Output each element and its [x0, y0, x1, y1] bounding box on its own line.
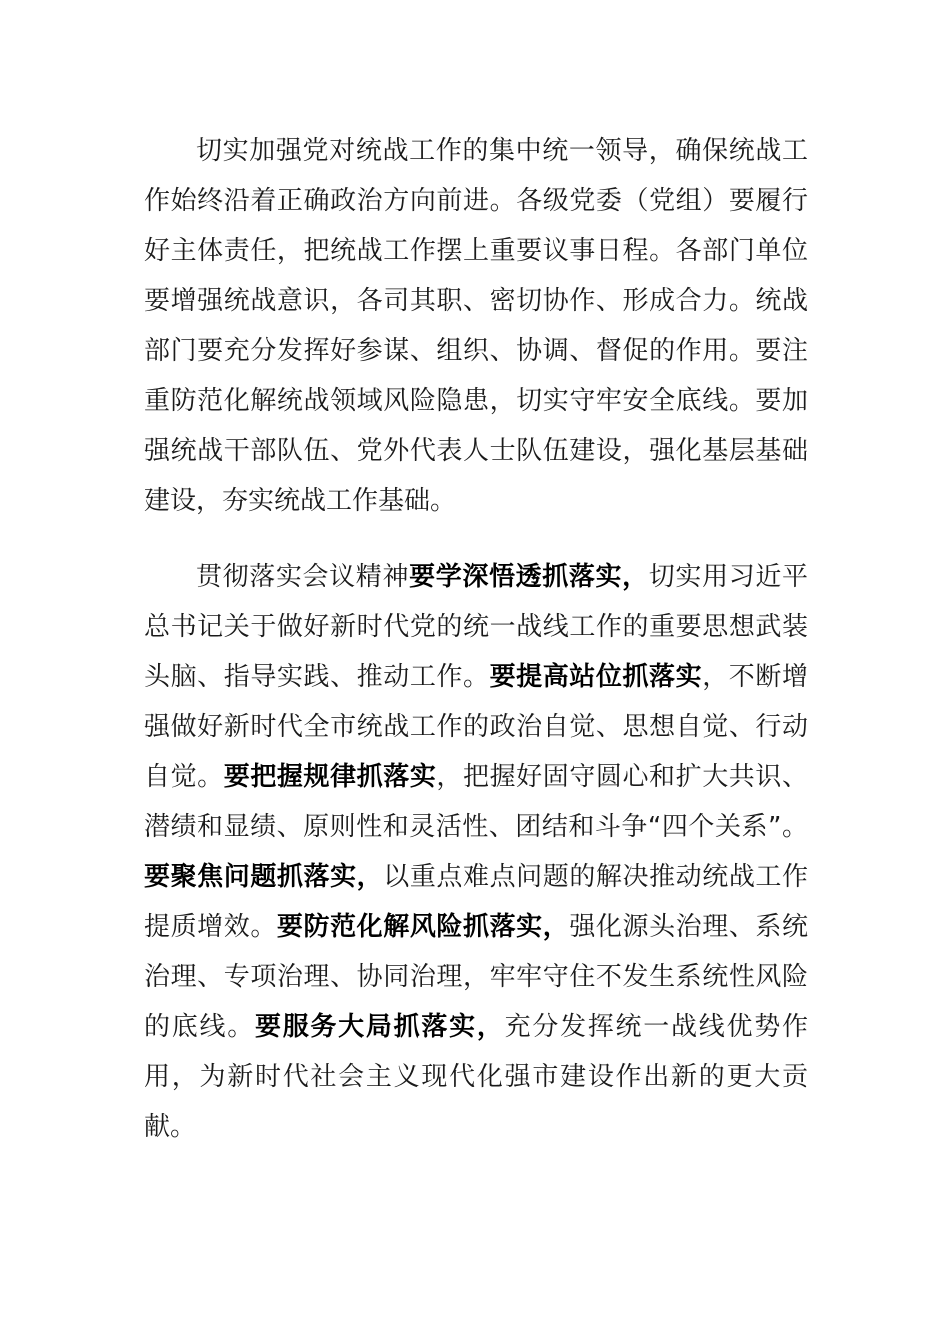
paragraph-text: ，不断增强做好新时代全市统战工作的政治自觉、思想自觉、行动自觉。	[144, 662, 808, 792]
bold-phrase: 要服务大局抓落实，	[254, 1012, 505, 1042]
paragraph-text: ，把握好固守圆心和扩大共识、潜绩和显绩、原则性和灵活性、团结和斗争“四个关系”。	[144, 762, 808, 842]
paragraph-text: 充分发挥统一战线优势作用，为新时代社会主义现代化强市建设作出新的更大贡献。	[144, 1012, 808, 1142]
bold-phrase: 要聚焦问题抓落实，	[144, 862, 384, 892]
paragraph-text: 切实加强党对统战工作的集中统一领导，确保统战工作始终沿着正确政治方向前进。各级党委（党组）要履行好主体责任，把统战工作摆上重要议事日程。各部门单位要增强统战意识，各司其职、密切协作、形成合力。统战部门要充分发挥好参谋、组织、协调、督促的作用。要注重防范化解统战领域风险隐患，切实守牢安全底线。要加强统战干部队伍、党外代表人士队伍建设，强化基层基础建设，夯实统战工作基础。	[144, 136, 808, 516]
paragraph-implementation	[144, 552, 808, 1152]
bold-phrase: 要学深悟透抓落实，	[409, 562, 649, 592]
paragraph-leadership	[144, 126, 808, 526]
paragraph-text: 贯彻落实会议精神	[196, 562, 410, 592]
paragraph-text: 强化源头治理、系统治理、专项治理、协同治理，牢牢守住不发生系统性风险的底线。	[144, 912, 808, 1042]
bold-phrase: 要把握规律抓落实	[223, 762, 437, 792]
paragraph-text: 以重点难点问题的解决推动统战工作提质增效。	[144, 862, 808, 942]
bold-phrase: 要防范化解风险抓落实，	[276, 912, 570, 942]
bold-phrase: 要提高站位抓落实	[489, 662, 703, 692]
paragraph-text: 切实用习近平总书记关于做好新时代党的统一战线工作的重要思想武装头脑、指导实践、推动工作。	[144, 562, 808, 692]
document-body	[144, 126, 808, 1152]
